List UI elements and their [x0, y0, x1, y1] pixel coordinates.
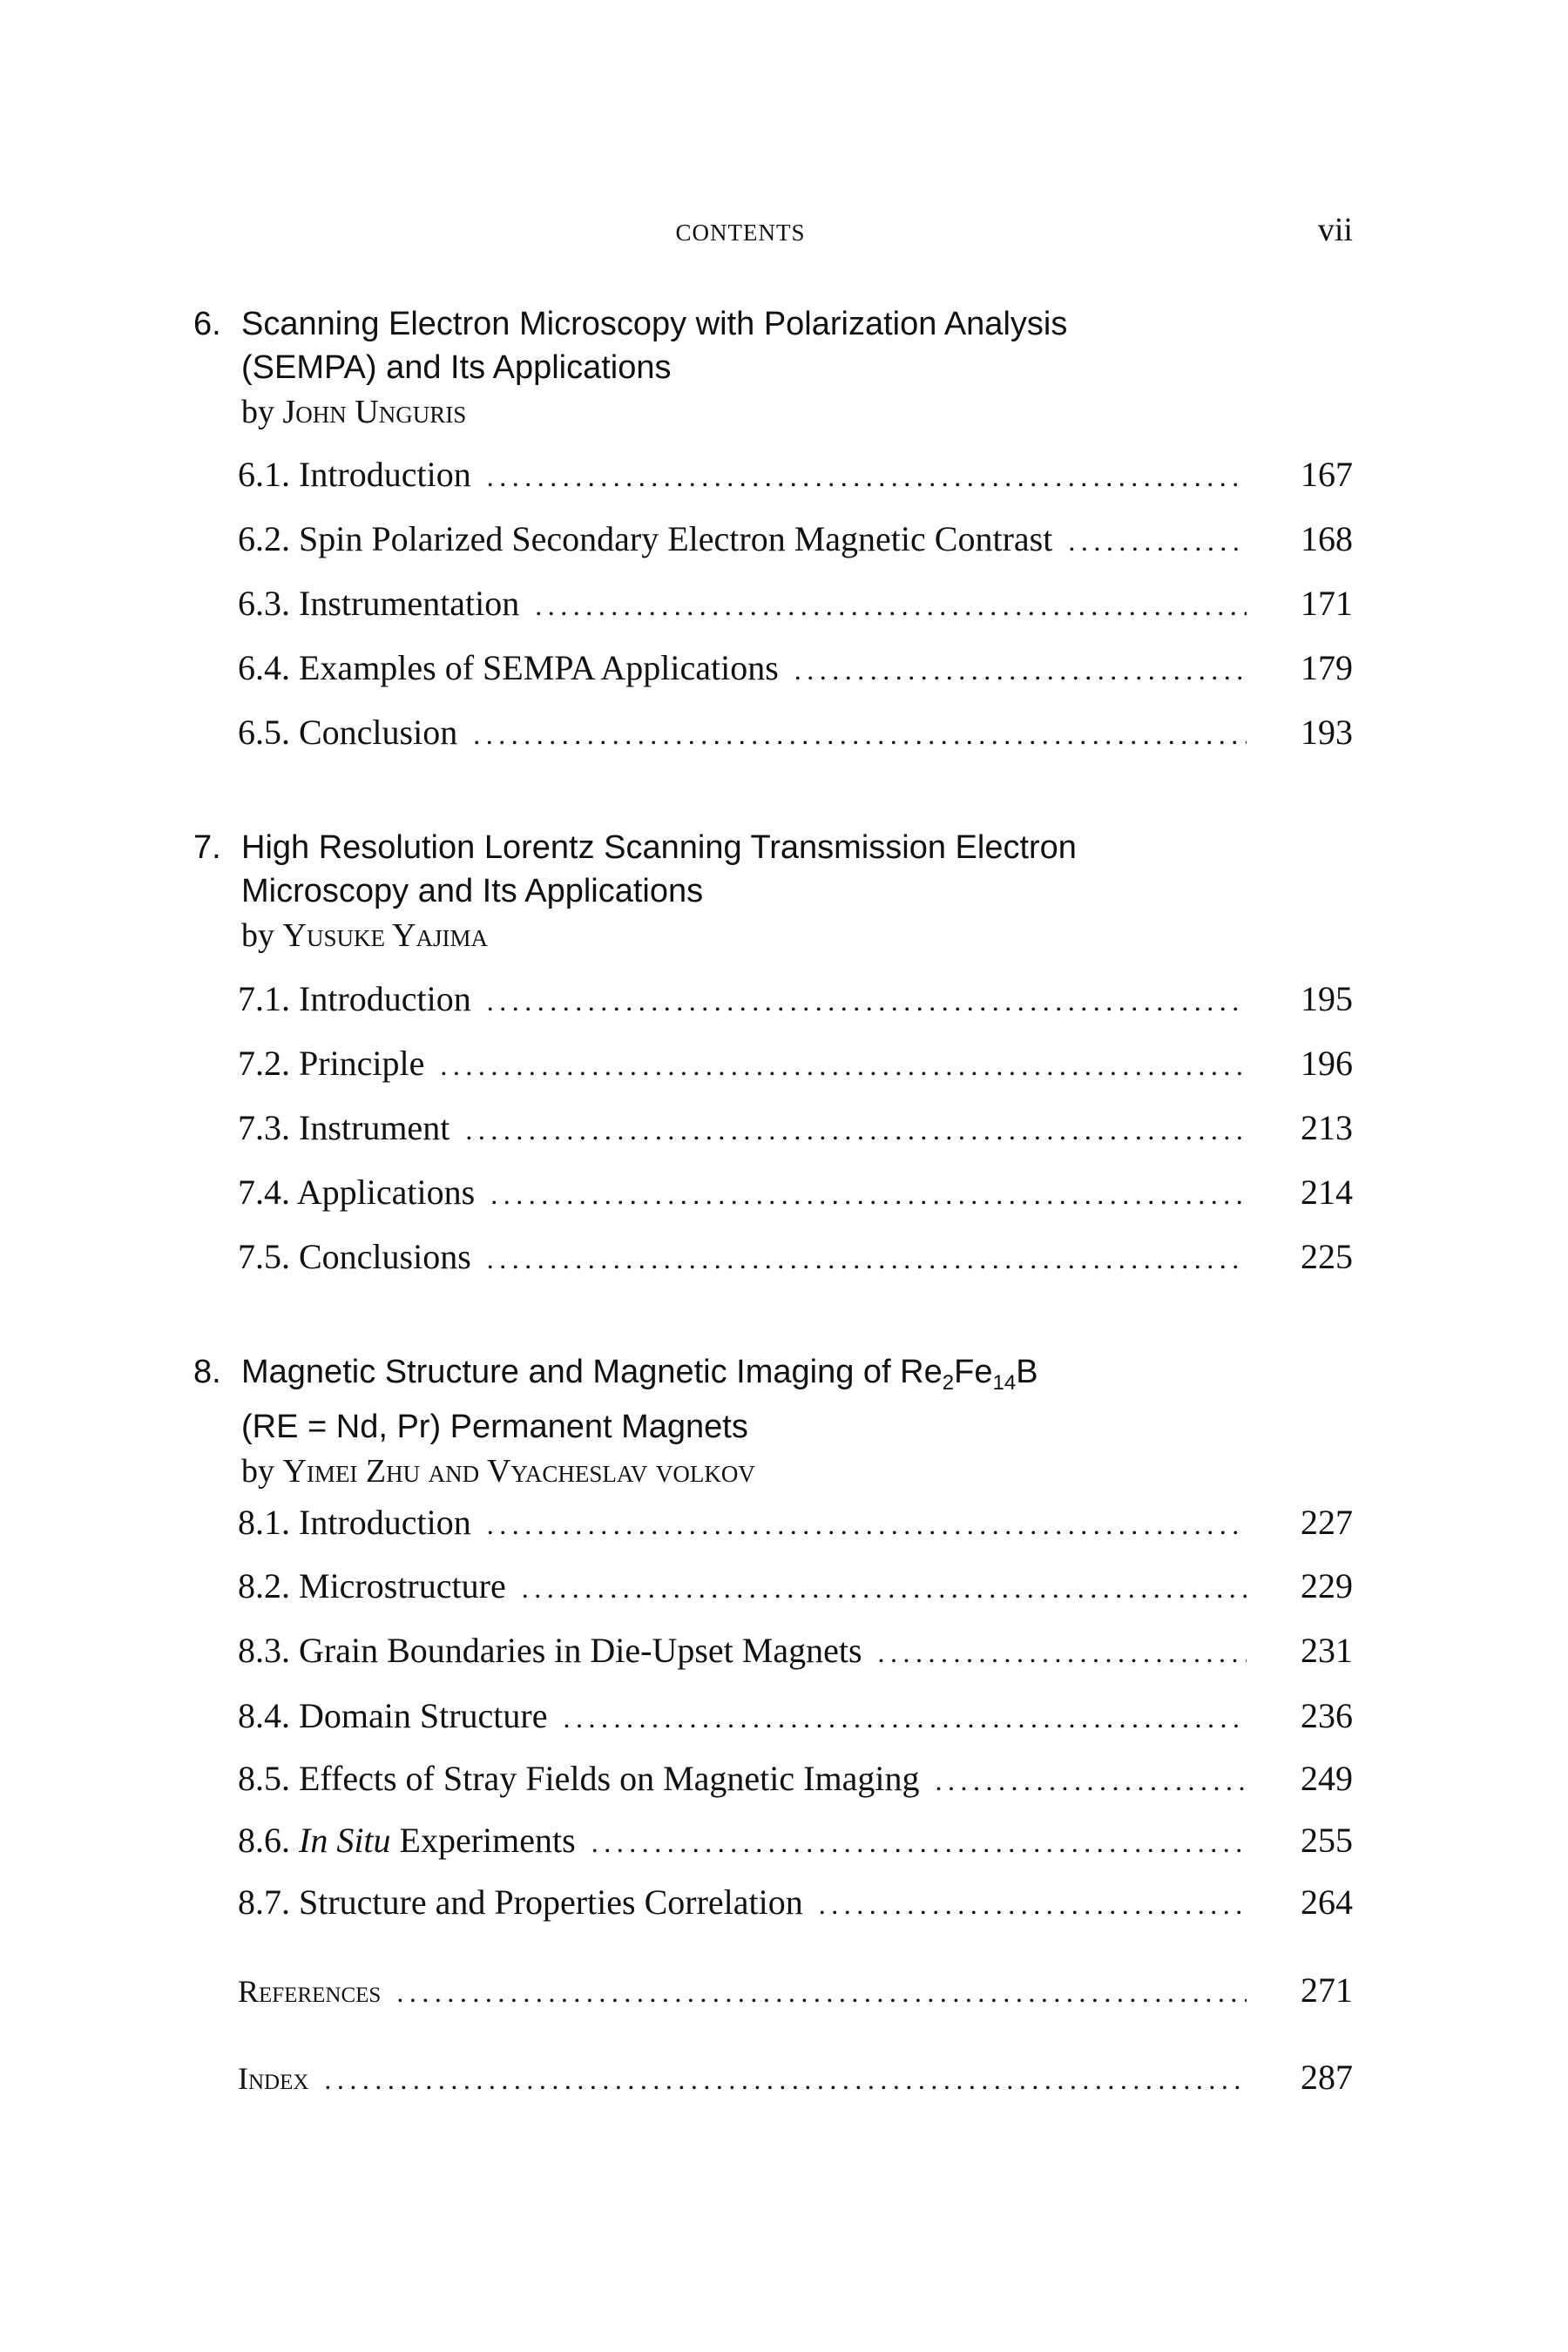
chapter-title-line: (RE = Nd, Pr) Permanent Magnets	[241, 1409, 748, 1445]
toc-entry[interactable]: 8.6. In Situ Experiments ..... 255	[238, 1819, 1353, 1864]
chapter-author: by John Unguris	[241, 394, 467, 430]
toc-entry-index[interactable]: Index ..... 287	[238, 2056, 1353, 2101]
chapter-author: by Yusuke Yajima	[241, 917, 488, 954]
chapter-title-line: (SEMPA) and Its Applications	[241, 349, 672, 386]
chapter-title-line: Scanning Electron Microscopy with Polarization Analysis	[241, 306, 1068, 342]
chapter-title-line: Magnetic Structure and Magnetic Imaging of $Re_2Fe_{14}B$	[241, 1354, 1038, 1395]
chapter-title-line: High Resolution Lorentz Scanning Transmission Electron	[241, 829, 1077, 866]
chapter-number: 7.	[193, 829, 221, 866]
toc-entry[interactable]: 7.3. Instrument ..... 213	[238, 1106, 1353, 1152]
toc-entry-references[interactable]: References ..... 271	[238, 1969, 1353, 2014]
toc-entry[interactable]: 8.7. Structure and Properties Correlation ..... 264	[238, 1881, 1353, 1926]
chapter-author: by Yimei Zhu and Vyacheslav volkov	[241, 1453, 755, 1490]
chapter-7-heading	[193, 826, 1326, 958]
toc-entry[interactable]: 6.2. Spin Polarized Secondary Electron Magnetic Contrast ..... 168	[238, 517, 1353, 563]
chapter-number: 8.	[193, 1354, 221, 1390]
toc-entry[interactable]: 8.3. Grain Boundaries in Die-Upset Magnets ..... 231	[238, 1629, 1353, 1674]
page-number: vii	[1317, 212, 1353, 248]
chapter-title-line: Microscopy and Its Applications	[241, 873, 704, 909]
toc-entry[interactable]: 7.2. Principle ..... 196	[238, 1042, 1353, 1087]
toc-entry[interactable]: 6.3. Instrumentation ..... 171	[238, 582, 1353, 627]
toc-entry[interactable]: 8.5. Effects of Stray Fields on Magnetic Imaging ..... 249	[238, 1757, 1353, 1802]
chapter-6-heading	[193, 302, 1326, 435]
toc-entry[interactable]: 8.2. Microstructure ..... 229	[238, 1565, 1353, 1610]
toc-entry[interactable]: 6.5. Conclusion ..... 193	[238, 711, 1353, 756]
running-title: CONTENTS	[675, 220, 806, 246]
toc-entry[interactable]: 7.1. Introduction ..... 195	[238, 977, 1353, 1023]
toc-entry[interactable]: 8.1. Introduction ..... 227	[238, 1501, 1353, 1546]
chapter-number: 6.	[193, 306, 221, 342]
toc-entry[interactable]: 8.4. Domain Structure ..... 236	[238, 1694, 1353, 1740]
toc-entry[interactable]: 6.1. Introduction ..... 167	[238, 453, 1353, 498]
toc-entry[interactable]: 7.4. Applications ..... 214	[238, 1171, 1353, 1216]
toc-entry[interactable]: 6.4. Examples of SEMPA Applications ..... 179	[238, 646, 1353, 692]
toc-entry[interactable]: 7.5. Conclusions ..... 225	[238, 1235, 1353, 1281]
chapter-8-heading	[193, 1350, 1326, 1494]
